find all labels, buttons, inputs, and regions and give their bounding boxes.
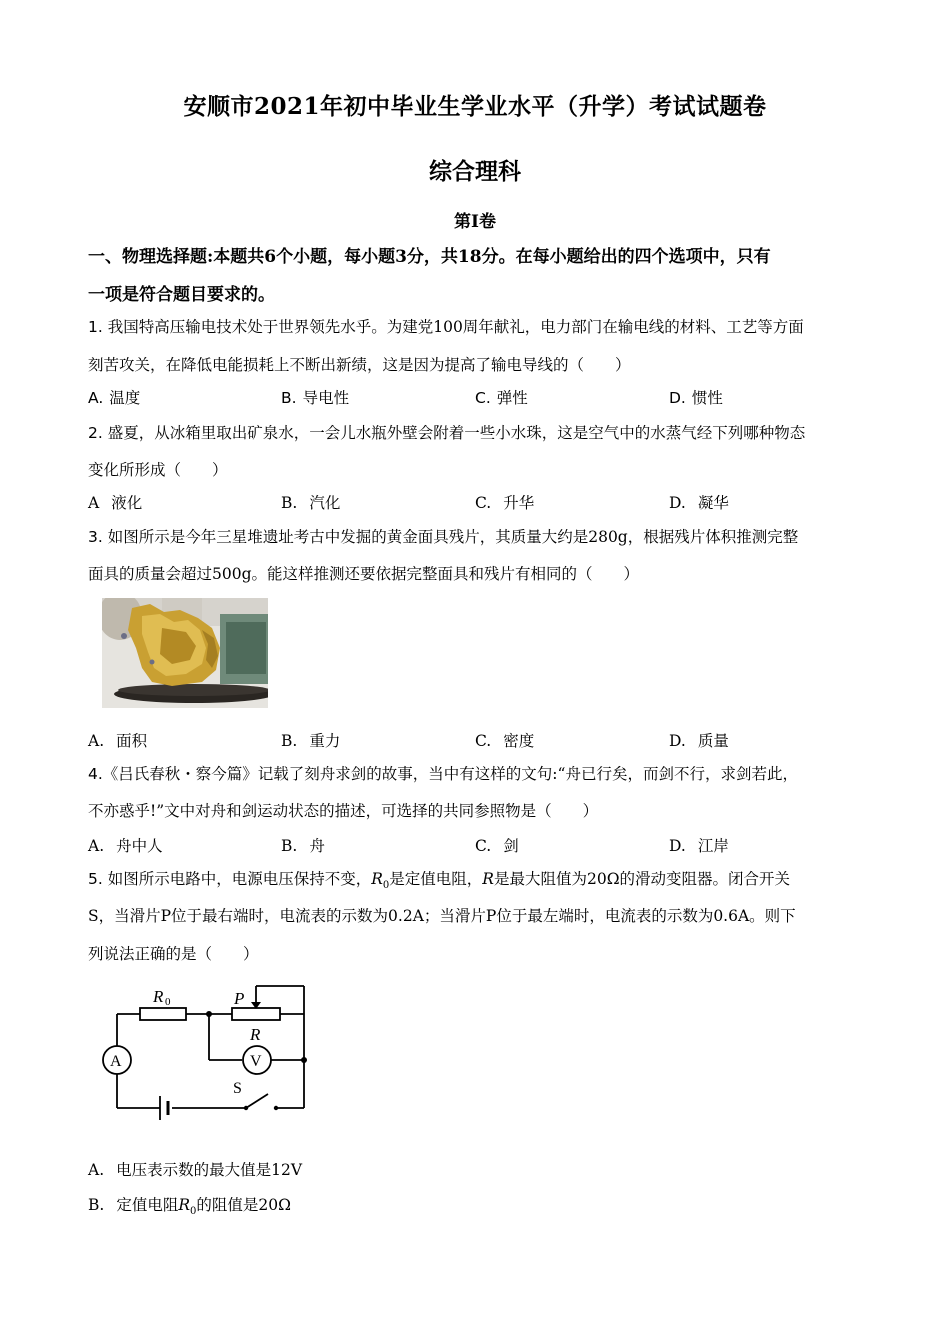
circuit-label-r: R	[250, 1025, 261, 1044]
q2-text-1: 盛夏，从冰箱里取出矿泉水，一会儿水瓶外壁会附着一些小水珠，这是空气中的水蒸气经下列哪种物态	[102, 424, 806, 442]
q4-line2: 不亦惑乎!”文中对舟和剑运动状态的描述，可选择的共同参照物是（ ）	[88, 802, 599, 820]
q5-option-a[interactable]: A. 电压表示数的最大值是12V	[88, 1161, 303, 1179]
q1-option-d[interactable]: D. 惯性	[669, 389, 723, 407]
q4-text-1: 《吕氏春秋・察今篇》记载了刻舟求剑的故事，当中有这样的文句:“舟已行矣，而剑不行，求剑若此，	[102, 765, 798, 783]
section-heading-line2: 一项是符合题目要求的。	[88, 285, 275, 305]
q4-option-d[interactable]: D. 江岸	[669, 837, 729, 855]
q3-number: 3.	[88, 528, 103, 546]
q1-option-c[interactable]: C. 弹性	[475, 389, 528, 407]
q2-option-a[interactable]: A 液化	[88, 494, 143, 512]
q2-option-c[interactable]: C. 升华	[475, 494, 535, 512]
q4-number: 4.	[88, 765, 103, 783]
q2-line1	[88, 421, 878, 443]
q5-line2: S，当滑片P位于最右端时，电流表的示数为0.2A；当滑片P位于最左端时，电流表的示数为0.6A。则下	[88, 907, 796, 925]
q4-option-b[interactable]: B. 舟	[281, 837, 325, 855]
q3-option-c[interactable]: C. 密度	[475, 732, 535, 750]
q3-option-d[interactable]: D. 质量	[669, 732, 729, 750]
q3-option-a[interactable]: A. 面积	[88, 732, 148, 750]
q5-number: 5.	[88, 870, 103, 888]
q5-line3: 列说法正确的是（ ）	[88, 945, 259, 963]
circuit-label-p: P	[234, 989, 245, 1008]
gold-mask-photo	[102, 598, 268, 708]
q3-text-1: 如图所示是今年三星堆遗址考古中发掘的黄金面具残片，其质量大约是280g，根据残片体积推测完整	[102, 528, 799, 546]
q2-number: 2.	[88, 424, 103, 442]
circuit-label-a: A	[110, 1053, 122, 1070]
circuit-label-r0-sub: 0	[165, 996, 171, 1008]
circuit-label-s: S	[233, 1080, 242, 1097]
section-heading-line1: 一、物理选择题:本题共6个小题，每小题3分，共18分。在每小题给出的四个选项中，只有	[88, 247, 771, 267]
q2-option-d[interactable]: D. 凝华	[669, 494, 729, 512]
r-symbol: R	[482, 870, 494, 888]
q4-option-a[interactable]: A. 舟中人	[88, 837, 163, 855]
q1-line1	[88, 315, 878, 337]
q3-option-b[interactable]: B. 重力	[281, 732, 341, 750]
q1-option-a[interactable]: A. 温度	[88, 389, 141, 407]
q3-line2: 面具的质量会超过500g。能这样推测还要依据完整面具和残片有相同的（ ）	[88, 565, 640, 583]
q1-line2: 刻苦攻关，在降低电能损耗上不断出新绩，这是因为提高了输电导线的（ ）	[88, 356, 631, 374]
part-title: 第I卷	[454, 212, 496, 232]
q3-line1	[88, 525, 878, 547]
circuit-label-v: V	[250, 1053, 262, 1070]
exam-title: 安顺市2021年初中毕业生学业水平（升学）考试试题卷	[183, 93, 767, 120]
circuit-label-r0: R	[153, 987, 164, 1006]
q5-line1: 5. 如图所示电路中，电源电压保持不变，$R_0$是定值电阻，R是最大阻值为20Ω的滑动变阻器。闭合开关	[88, 870, 791, 892]
q2-option-b[interactable]: B. 汽化	[281, 494, 341, 512]
q4-option-c[interactable]: C. 剑	[475, 837, 519, 855]
circuit-diagram	[98, 980, 313, 1122]
q4-line1	[88, 762, 878, 784]
q1-text-1: 我国特高压输电技术处于世界领先水乎。为建党100周年献礼，电力部门在输电线的材料、工艺等方面	[102, 318, 804, 336]
q1-number: 1.	[88, 318, 103, 336]
r0-symbol: R	[371, 870, 383, 888]
subject-title: 综合理科	[429, 158, 521, 185]
q5-option-b[interactable]: B. 定值电阻$R_0$的阻值是20Ω	[88, 1196, 291, 1218]
q2-line2: 变化所形成（ ）	[88, 461, 228, 479]
q1-option-b[interactable]: B. 导电性	[281, 389, 350, 407]
